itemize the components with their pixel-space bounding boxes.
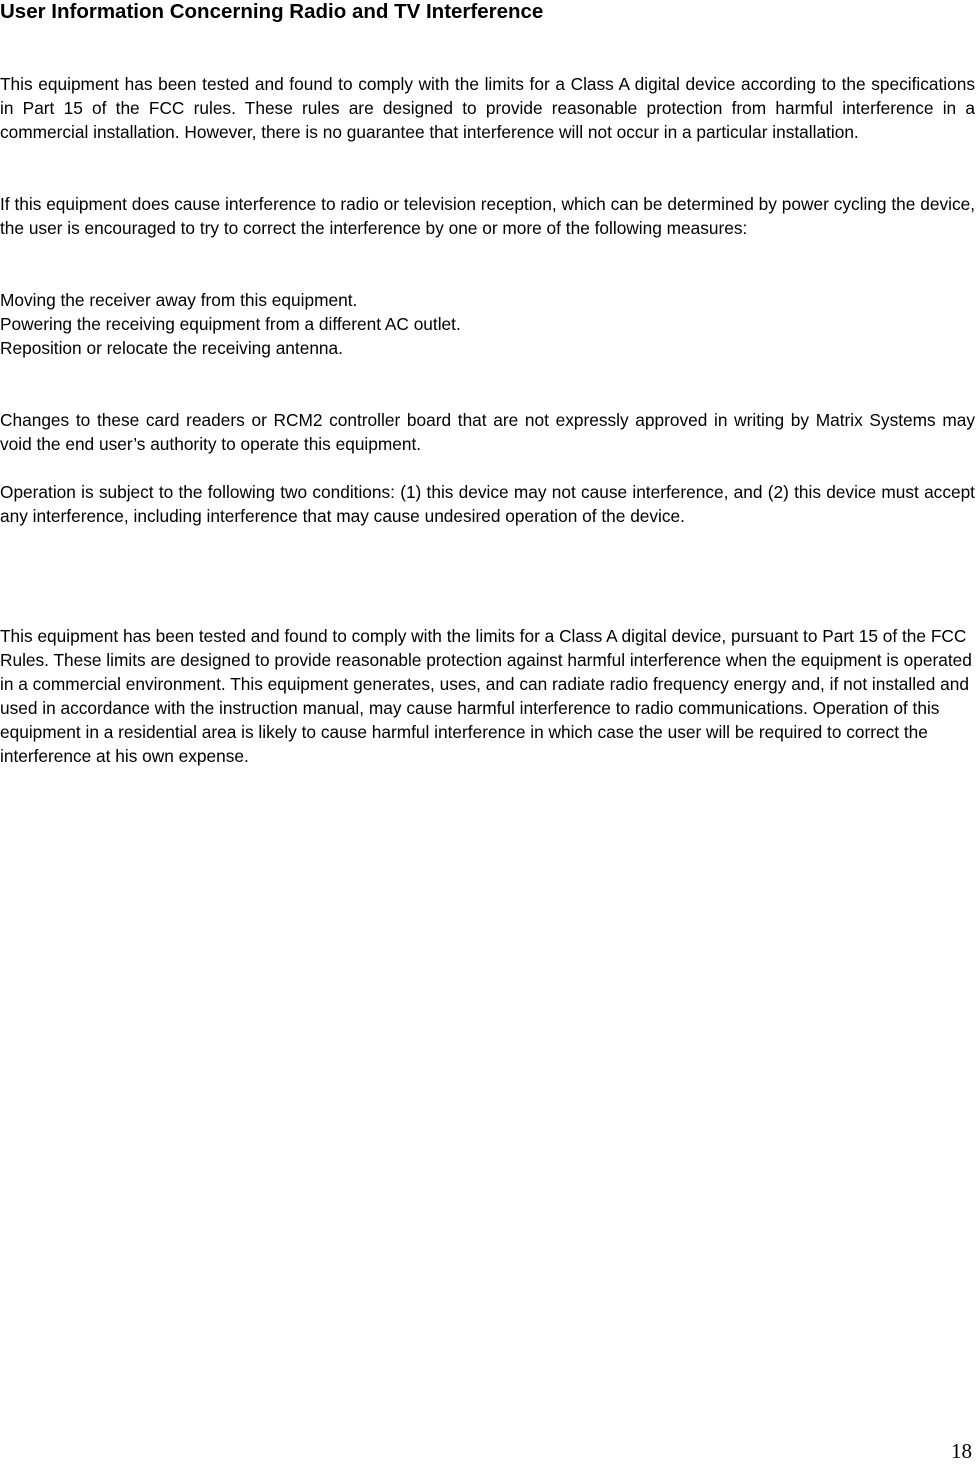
changes-warning-paragraph: Changes to these card readers or RCM2 controller board that are not expressly approved in writing by Matrix Systems may void the end user’s authority to operate this equipment. [0,410,975,454]
interference-paragraph: If this equipment does cause interference to radio or television reception, which can be determined by power cycling the device, the user is encouraged to try to correct the interference by one or more of the following measures: [0,194,975,238]
page-title: User Information Concerning Radio and TV Interference [0,0,544,23]
operation-conditions-paragraph: Operation is subject to the following two conditions: (1) this device may not cause interference, and (2) this device must accept any interference, including interference that may cause undesired operation of the device. [0,482,975,526]
fcc-class-a-paragraph: This equipment has been tested and found to comply with the limits for a Class A digital device, pursuant to Part 15 of the FCC Rules. These limits are designed to provide reasonable protection against harmful interference when the equipment is operated in a commercial environment. This equipment generates, uses, and can radiate radio frequency energy and, if not installed and used in accordance with the instruction manual, may cause harmful interference to radio communications. Operation of this equipment in a residential area is likely to cause harmful interference in which case the user will be required to correct the interference at his own expense. [0,626,972,766]
measure-item: Reposition or relocate the receiving antenna. [0,338,343,358]
page-number: 18 [951,1439,972,1463]
measure-item: Moving the receiver away from this equipment. [0,290,358,310]
measure-item: Powering the receiving equipment from a different AC outlet. [0,314,461,334]
measures-list [0,288,975,360]
compliance-paragraph: This equipment has been tested and found to comply with the limits for a Class A digital device according to the specifications in Part 15 of the FCC rules. These rules are designed to provide reasonable protection from harmful interference in a commercial installation. However, there is no guarantee that interference will not occur in a particular installation. [0,74,975,142]
